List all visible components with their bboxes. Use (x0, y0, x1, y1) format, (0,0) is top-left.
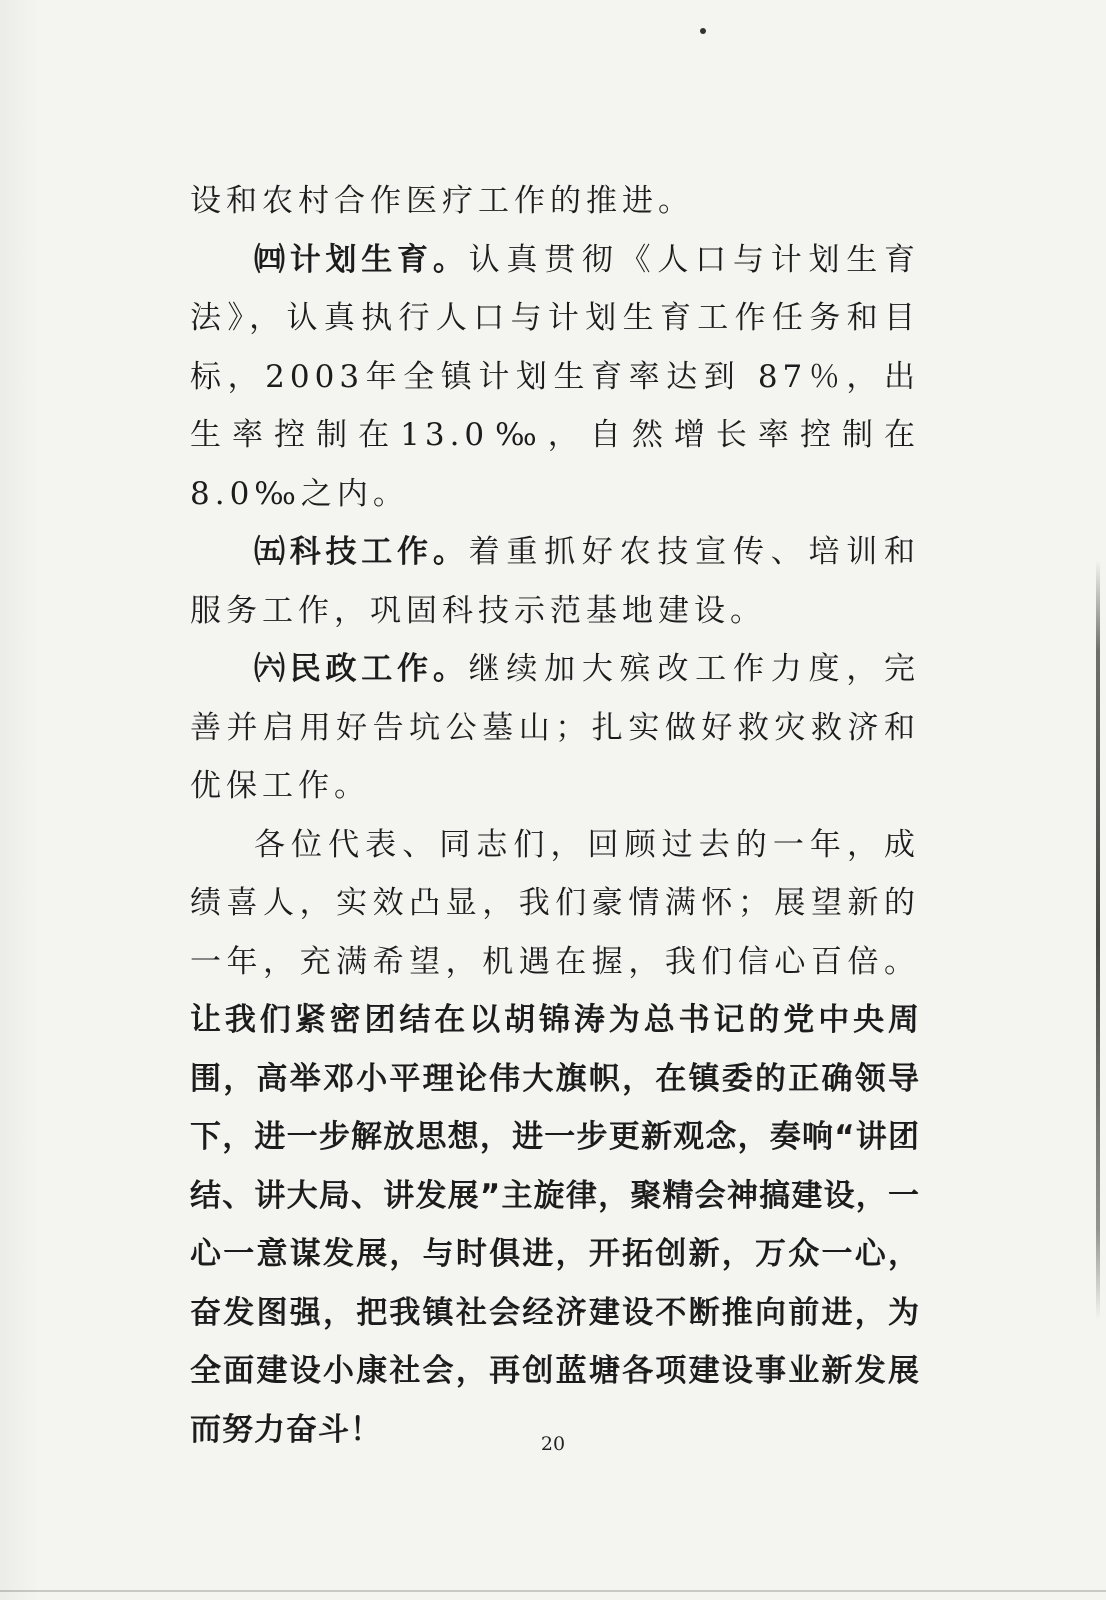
section-heading: ㈣计划生育。 (254, 241, 469, 278)
scan-shading (0, 0, 40, 1600)
paragraph-family-planning (190, 231, 920, 524)
paragraph-science-technology (190, 523, 920, 640)
page-number: 20 (540, 1433, 566, 1455)
paragraph-text: 各位代表、同志们，回顾过去的一年，成绩喜人，实效凸显，我们豪情满怀；展望新的一年，充满希望，机遇在握，我们信心百倍。 (190, 826, 920, 980)
paragraph-text: 着重抓好农技宣传、培训和服务工作，巩固科技示范基地建设。 (190, 534, 921, 629)
page-edge-shadow (1096, 560, 1100, 1320)
scan-speck (700, 28, 706, 34)
paragraph-closing (190, 816, 920, 1460)
page-bottom-edge (0, 1590, 1106, 1592)
paragraph-civil-affairs (190, 640, 920, 816)
paragraph-text: 设和农村合作医疗工作的推进。 (190, 183, 694, 219)
section-heading: ㈥民政工作。 (254, 651, 469, 687)
section-heading: ㈤科技工作。 (254, 534, 469, 570)
paragraph-continuation (190, 172, 920, 231)
paragraph-text: 继续加大殡改工作力度，完善并启用好告坑公墓山；扎实做好救灾救济和优保工作。 (190, 651, 921, 804)
closing-call-to-action: 让我们紧密团结在以胡锦涛为总书记的党中央周围，高举邓小平理论伟大旗帜，在镇委的正确领导下，进一步解放思想，进一步更新观念，奏响“讲团结、讲大局、讲发展”主旋律，聚精会神搞建设，一心一意谋发展，与时俱进，开拓创新，万众一心，奋发图强，把我镇社会经济建设不断推向前进，为全面建设小康社会，再创蓝塘各项建设事业新发展而努力奋斗！ (190, 1002, 920, 1448)
body-text (190, 172, 920, 1459)
paragraph-text: 认真贯彻《人口与计划生育法》，认真执行人口与计划生育工作任务和目标，2003年全镇计划生育率达到 87％，出生率控制在13.0‰，自然增长率控制在 8.0‰之内。 (190, 241, 921, 512)
